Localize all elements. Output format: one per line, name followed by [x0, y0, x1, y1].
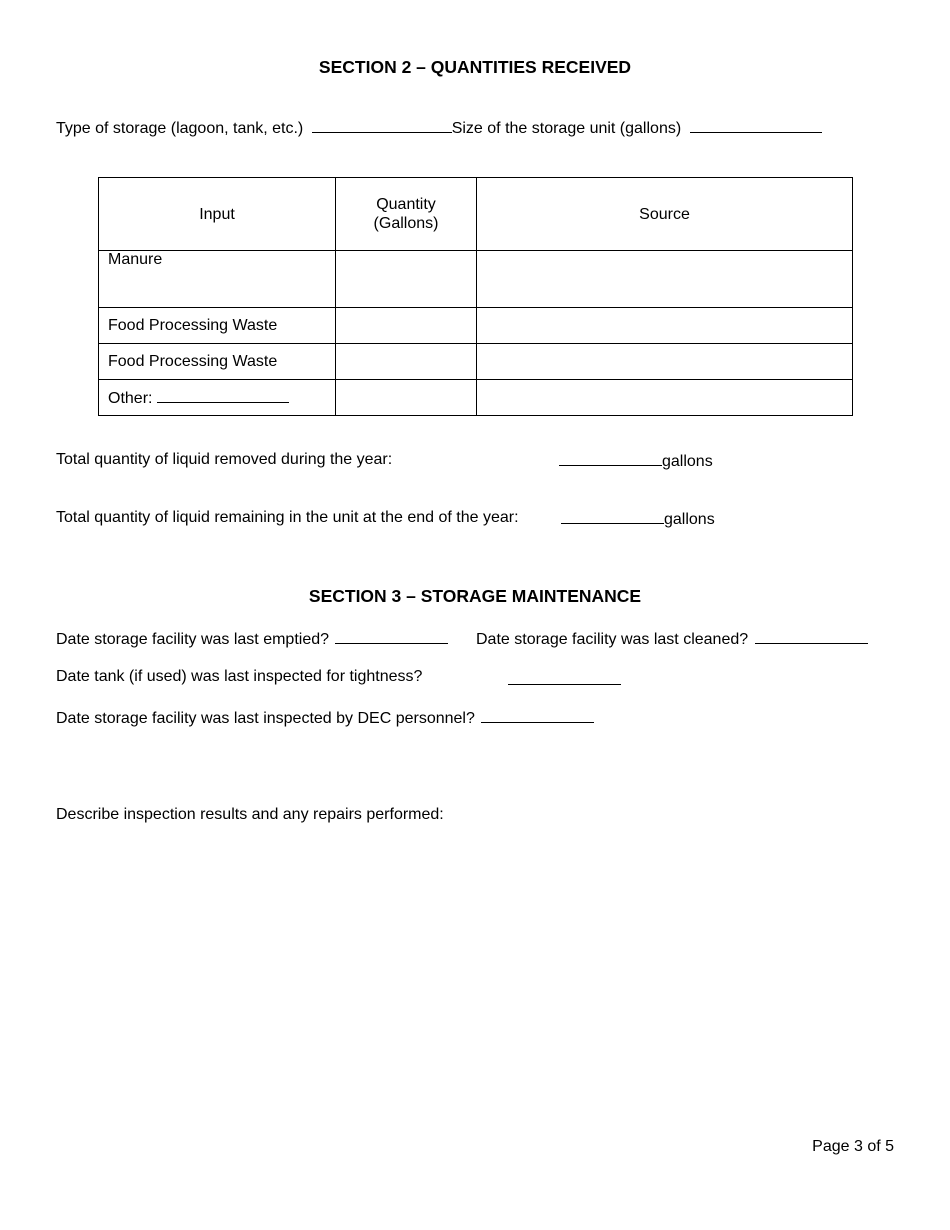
section-3-heading: SECTION 3 – STORAGE MAINTENANCE — [308, 586, 642, 606]
total-removed-unit: gallons — [662, 453, 713, 470]
storage-type-row — [56, 118, 822, 138]
table-row — [99, 344, 853, 380]
last-emptied-field[interactable] — [335, 629, 448, 644]
section-2-heading: SECTION 2 – QUANTITIES RECEIVED — [318, 57, 632, 77]
total-remaining-label: Total quantity of liquid remaining in the unit at the end of the year: — [56, 509, 519, 526]
total-remaining-field[interactable] — [561, 509, 664, 524]
table-row — [99, 251, 853, 308]
describe-label: Describe inspection results and any repairs performed: — [56, 806, 444, 823]
tank-inspected-field[interactable] — [508, 670, 621, 685]
total-remaining-row — [561, 509, 715, 529]
table-row — [99, 308, 853, 344]
source-cell[interactable] — [477, 380, 853, 416]
input-cell: Manure — [99, 251, 336, 308]
table-row — [99, 380, 853, 416]
input-cell: Food Processing Waste — [99, 344, 336, 380]
other-field[interactable] — [157, 388, 289, 403]
header-input: Input — [99, 178, 336, 251]
last-cleaned-row — [476, 629, 868, 649]
total-removed-label: Total quantity of liquid removed during the year: — [56, 451, 393, 468]
last-cleaned-label: Date storage facility was last cleaned? — [476, 631, 749, 648]
header-quantity-line2: (Gallons) — [373, 215, 439, 232]
quantity-cell[interactable] — [336, 308, 477, 344]
tank-inspected-label: Date tank (if used) was last inspected for tightness? — [56, 668, 423, 685]
dec-inspected-label: Date storage facility was last inspected by DEC personnel? — [56, 710, 475, 727]
storage-size-label: Size of the storage unit (gallons) — [451, 120, 682, 137]
input-cell-other — [99, 380, 336, 416]
header-source: Source — [477, 178, 853, 251]
total-removed-field[interactable] — [559, 451, 662, 466]
other-label: Other: — [108, 389, 153, 407]
quantity-cell[interactable] — [336, 251, 477, 308]
total-remaining-unit: gallons — [664, 511, 715, 528]
dec-inspected-field[interactable] — [481, 708, 594, 723]
source-cell[interactable] — [477, 344, 853, 380]
dec-inspected-row — [56, 708, 594, 728]
storage-size-field[interactable] — [690, 118, 822, 133]
input-cell: Food Processing Waste — [99, 308, 336, 344]
storage-type-label: Type of storage (lagoon, tank, etc.) — [56, 120, 304, 137]
total-removed-row — [559, 451, 713, 471]
last-emptied-label: Date storage facility was last emptied? — [56, 631, 330, 648]
header-quantity-line1: Quantity — [376, 196, 436, 213]
header-quantity — [336, 178, 477, 251]
quantities-table — [98, 177, 853, 416]
quantity-cell[interactable] — [336, 380, 477, 416]
last-cleaned-field[interactable] — [755, 629, 868, 644]
describe-area[interactable] — [56, 835, 894, 1115]
source-cell[interactable] — [477, 251, 853, 308]
quantity-cell[interactable] — [336, 344, 477, 380]
page-number: Page 3 of 5 — [812, 1138, 894, 1155]
last-emptied-row — [56, 629, 448, 649]
source-cell[interactable] — [477, 308, 853, 344]
storage-type-field[interactable] — [312, 118, 452, 133]
